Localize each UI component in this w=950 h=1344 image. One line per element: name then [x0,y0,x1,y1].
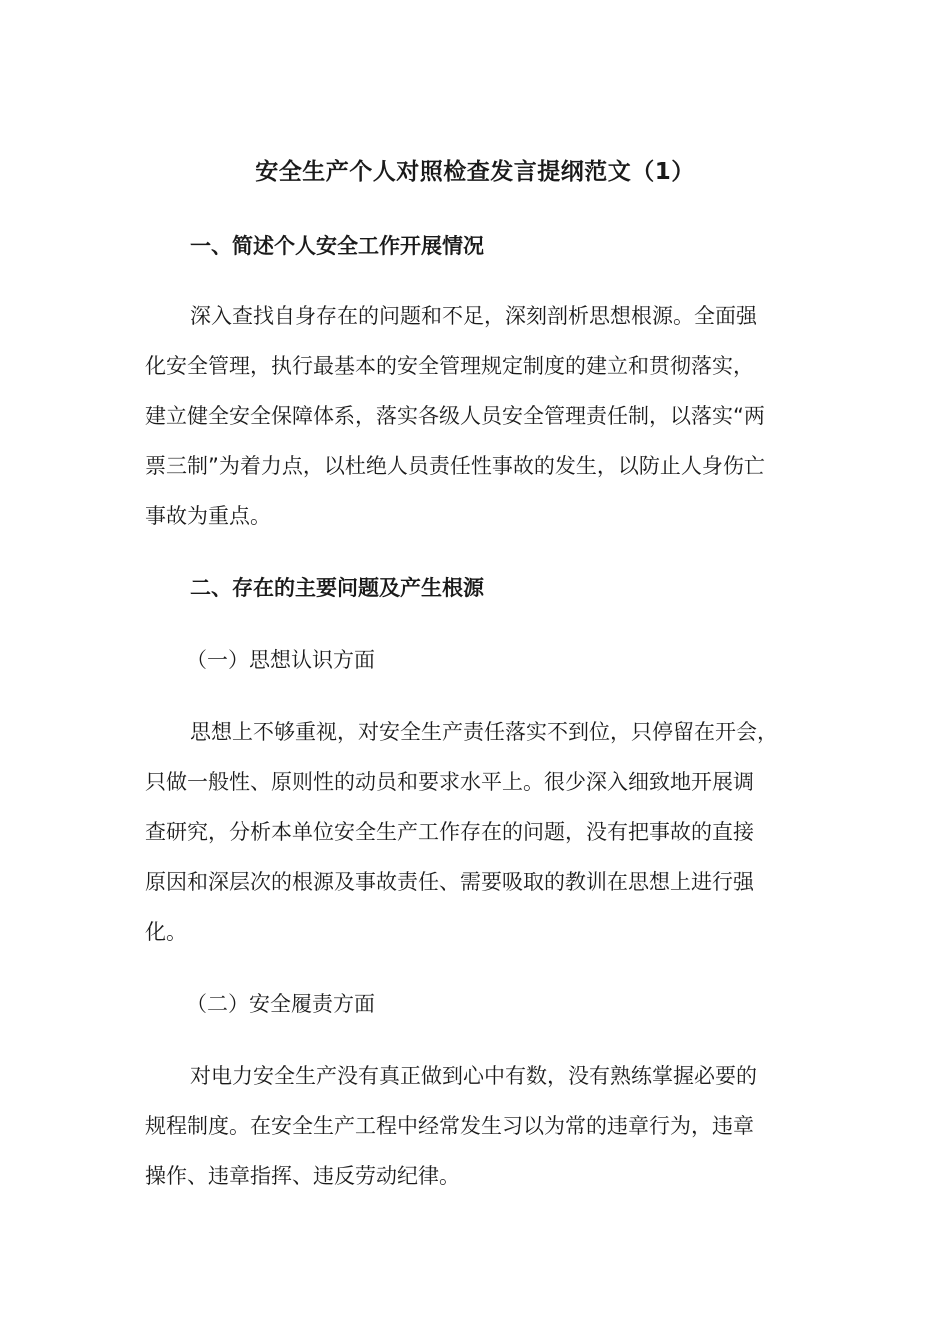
subsection-heading-2: （二）安全履责方面 [186,992,375,1016]
subsection-heading-1: （一）思想认识方面 [186,648,375,672]
paragraph-line: 深入查找自身存在的问题和不足，深刻剖析思想根源。全面强 [190,304,757,328]
paragraph-line: 化安全管理，执行最基本的安全管理规定制度的建立和贯彻落实， [145,354,754,378]
paragraph-line: 只做一般性、原则性的动员和要求水平上。很少深入细致地开展调 [145,770,754,794]
paragraph-line: 思想上不够重视，对安全生产责任落实不到位，只停留在开会， [190,720,778,744]
paragraph-line: 规程制度。在安全生产工程中经常发生习以为常的违章行为，违章 [145,1114,754,1138]
paragraph-line: 查研究，分析本单位安全生产工作存在的问题，没有把事故的直接 [145,820,754,844]
paragraph-line: 化。 [145,920,187,944]
section-heading-2: 二、存在的主要问题及产生根源 [190,576,484,600]
paragraph-line: 事故为重点。 [145,504,271,528]
paragraph-line: 操作、违章指挥、违反劳动纪律。 [145,1164,460,1188]
paragraph-line: 建立健全安全保障体系，落实各级人员安全管理责任制，以落实“两 [145,404,765,428]
paragraph-line: 原因和深层次的根源及事故责任、需要吸取的教训在思想上进行强 [145,870,754,894]
section-heading-1: 一、简述个人安全工作开展情况 [190,234,484,258]
paragraph-line: 票三制”为着力点，以杜绝人员责任性事故的发生，以防止人身伤亡 [145,454,765,478]
paragraph-line: 对电力安全生产没有真正做到心中有数，没有熟练掌握必要的 [190,1064,757,1088]
document-title: 安全生产个人对照检查发言提纲范文（1） [255,159,695,185]
